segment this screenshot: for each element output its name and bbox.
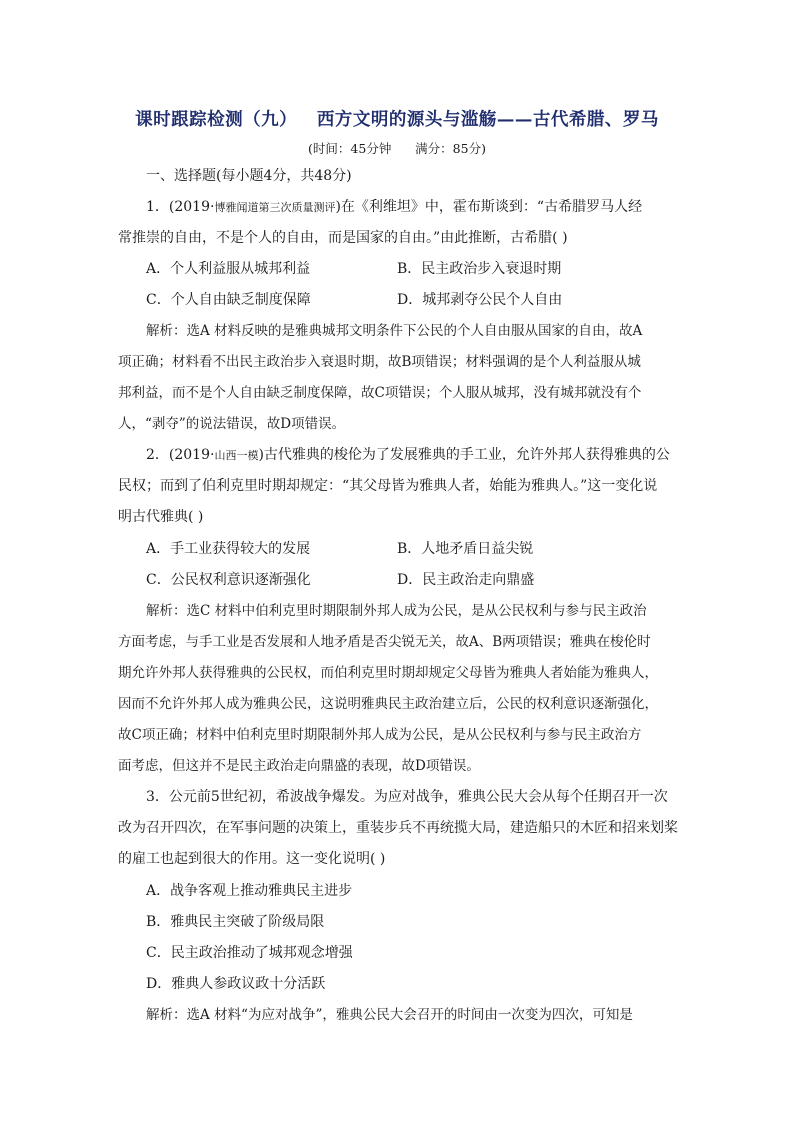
q1-option-c: C．个人自由缺乏制度保障 — [146, 292, 311, 308]
q1-option-a: A．个人利益服从城邦利益 — [146, 261, 311, 277]
q2-analysis-line: 解析：选C 材料中伯利克里时期限制外邦人成为公民，是从公民权利与参与民主政治 — [146, 603, 647, 619]
q3-analysis-line: 解析：选A 材料“为应对战争”，雅典公民大会召开的时间由一次变为四次，可知是 — [146, 1007, 633, 1023]
q1-analysis-line: 邦利益，而不是个人自由缺乏制度保障，故C项错误；个人服从城邦，没有城邦就没有个 — [118, 385, 642, 401]
q1-option-b: B．民主政治步入衰退时期 — [397, 261, 562, 277]
q1-stem-line2: 常推崇的自由，不是个人的自由，而是国家的自由。”由此推断，古希腊( ) — [118, 230, 568, 246]
q2-analysis-line: 方面考虑，与手工业是否发展和人地矛盾是否尖锐无关，故A、B两项错误；雅典在梭伦时 — [118, 634, 651, 650]
q2-option-b: B．人地矛盾日益尖锐 — [397, 541, 534, 557]
q2-option-a: A．手工业获得较大的发展 — [146, 541, 311, 557]
q2-analysis-line: 面考虑，但这并不是民主政治走向鼎盛的表现，故D项错误。 — [118, 758, 480, 774]
q1-option-d: D．城邦剥夺公民个人自由 — [397, 292, 563, 308]
q3-stem-line1: 3．公元前5世纪初，希波战争爆发。为应对战争，雅典公民大会从每个任期召开一次 — [146, 789, 668, 805]
q2-analysis-line: 因而不允许外邦人成为雅典公民，这说明雅典民主政治建立后，公民的权利意识逐渐强化， — [118, 696, 658, 712]
q3-stem-line2: 改为召开四次，在军事问题的决策上，重装步兵不再统揽大局，建造船只的木匠和招来划桨 — [118, 820, 678, 836]
q3-option-a: A．战争客观上推动雅典民主进步 — [146, 883, 353, 899]
q1-source: 博雅闻道第三次质量测评 — [214, 201, 336, 214]
q2-option-d: D．民主政治走向鼎盛 — [397, 572, 535, 588]
section-heading: 一、选择题(每小题4分，共48分) — [146, 168, 352, 184]
q1-analysis-line: 项正确；材料看不出民主政治步入衰退时期，故B项错误；材料强调的是个人利益服从城 — [118, 354, 641, 370]
q2-analysis-line: 故C项正确；材料中伯利克里时期限制外邦人成为公民，是从公民权利与参与民主政治方 — [118, 727, 642, 743]
q3-stem-line3: 的雇工也起到很大的作用。这一变化说明( ) — [118, 851, 386, 867]
q3-option-b: B．雅典民主突破了阶级局限 — [146, 914, 325, 930]
q3-option-d: D．雅典人参政议政十分活跃 — [146, 976, 326, 992]
time-score-info: (时间：45分钟 满分：85分) — [308, 141, 486, 156]
q2-option-c: C．公民权利意识逐渐强化 — [146, 572, 311, 588]
q1-stem-line1: 1．(2019·博雅闻道第三次质量测评)在《利维坦》中，霍布斯谈到：“古希腊罗马人经 — [146, 199, 643, 215]
q2-source: 山西一模 — [214, 449, 259, 462]
q2-stem-line1: 2．(2019·山西一模)古代雅典的梭伦为了发展雅典的手工业，允许外邦人获得雅典的公 — [146, 447, 670, 463]
q2-stem-line2: 民权；而到了伯利克里时期却规定：“其父母皆为雅典人者，始能为雅典人。”这一变化说 — [118, 478, 658, 494]
q1-analysis-line: 人，“剥夺”的说法错误，故D项错误。 — [118, 416, 346, 432]
page-title: 课时跟踪检测（九） 西方文明的源头与滥觞——古代希腊、罗马 — [135, 110, 659, 130]
q2-analysis-line: 期允许外邦人获得雅典的公民权，而伯利克里时期却规定父母皆为雅典人者始能为雅典人， — [118, 665, 658, 681]
q3-option-c: C．民主政治推动了城邦观念增强 — [146, 945, 353, 961]
q1-analysis-line: 解析：选A 材料反映的是雅典城邦文明条件下公民的个人自由服从国家的自由，故A — [146, 323, 643, 339]
q2-stem-line3: 明古代雅典( ) — [118, 509, 204, 525]
